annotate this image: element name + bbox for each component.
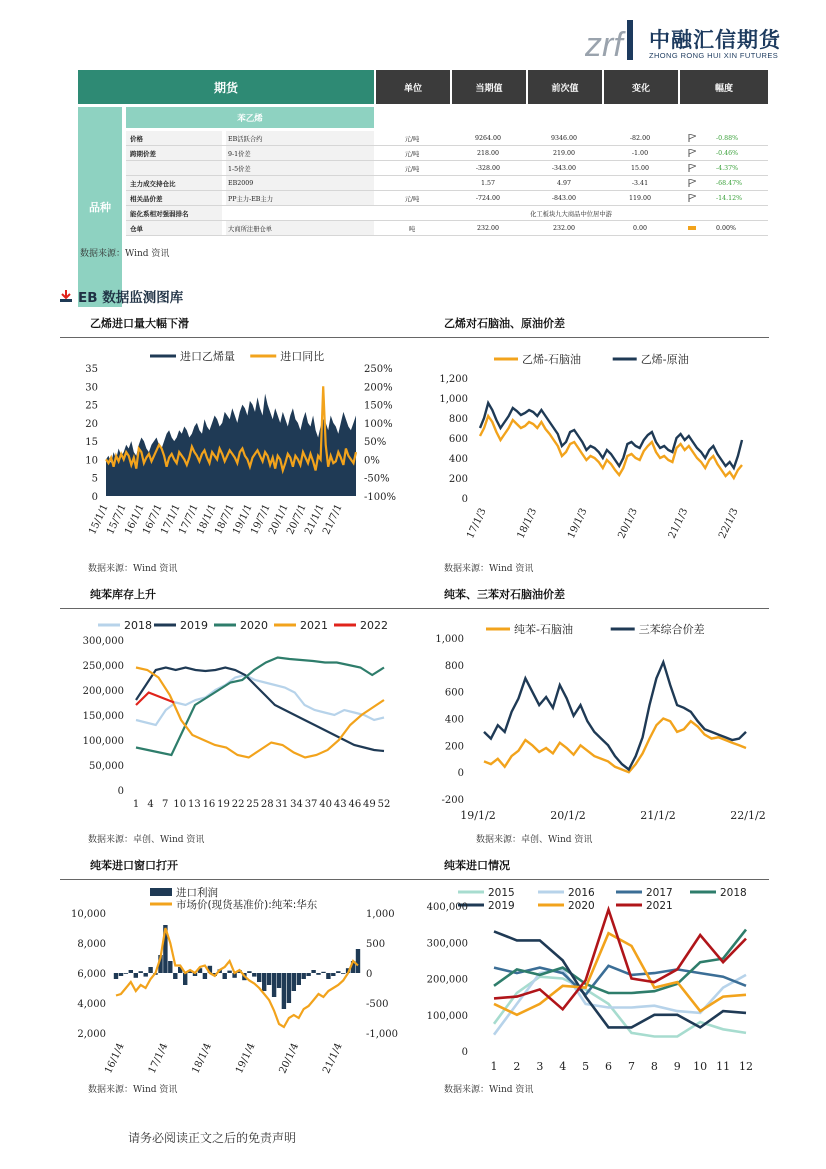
down-flag-icon bbox=[688, 134, 696, 142]
chart-source-3: 数据来源：卓创、Wind 资讯 bbox=[88, 835, 205, 845]
y-tick-label: 30 bbox=[85, 382, 98, 394]
profit-bar bbox=[302, 973, 306, 979]
legend-label: 乙烯-石脑油 bbox=[522, 353, 581, 366]
header-change: 变化 bbox=[604, 70, 678, 104]
x-tick-label: 52 bbox=[377, 799, 391, 810]
row-label bbox=[126, 161, 222, 175]
y-tick-label: -1,000 bbox=[366, 1029, 399, 1040]
legend-label: 2018 bbox=[720, 887, 747, 899]
row-unit: 元/吨 bbox=[404, 150, 420, 158]
legend-label: 2016 bbox=[568, 887, 595, 899]
chart-source-4: 数据来源：卓创、Wind 资讯 bbox=[476, 835, 593, 845]
legend-label: 2017 bbox=[646, 887, 673, 899]
y-tick-label: 200 bbox=[448, 474, 468, 485]
x-tick-label: 12 bbox=[739, 1060, 753, 1073]
y-tick-label: 400 bbox=[448, 454, 468, 465]
header-unit: 单位 bbox=[376, 70, 450, 104]
x-tick-label: 25 bbox=[246, 799, 260, 810]
legend-label: 2021 bbox=[646, 900, 673, 912]
y-tick-label: -100% bbox=[364, 492, 396, 503]
down-flag-icon bbox=[688, 164, 696, 172]
x-tick-label: 11 bbox=[716, 1060, 731, 1073]
y-tick-label: 15 bbox=[85, 437, 98, 449]
legend-label: 2020 bbox=[240, 619, 268, 632]
y-tick-label: 800 bbox=[444, 660, 464, 672]
y-tick-label: 0 bbox=[461, 1047, 468, 1058]
profit-bar bbox=[168, 961, 172, 973]
row-unit bbox=[374, 176, 450, 190]
row-name: PP主力-EB主力 bbox=[226, 191, 374, 205]
series-line bbox=[480, 403, 742, 468]
x-tick-label: 8 bbox=[650, 1060, 658, 1073]
legend-label: 乙烯-原油 bbox=[640, 353, 689, 366]
x-tick-label: 19/1/2 bbox=[460, 809, 496, 822]
y-tick-label: 50% bbox=[364, 437, 387, 449]
y-tick-label: 8,000 bbox=[77, 939, 106, 950]
x-tick-label: 7 bbox=[627, 1060, 635, 1073]
y-tick-label: 0 bbox=[457, 768, 464, 780]
series-area-import-volume bbox=[106, 394, 356, 496]
profit-bar bbox=[297, 973, 301, 985]
y-tick-label: 150% bbox=[364, 400, 393, 412]
chart-svg bbox=[60, 885, 410, 1083]
table-row bbox=[126, 176, 768, 191]
chart-title-1: 乙烯进口量大幅下滑 bbox=[90, 317, 189, 330]
y-tick-label: 200,000 bbox=[426, 974, 468, 986]
x-tick-label: 18/1/3 bbox=[515, 506, 540, 541]
chart-source-1: 数据来源：Wind 资讯 bbox=[88, 564, 178, 574]
x-tick-label: 4 bbox=[147, 799, 154, 810]
y-tick-label: 200% bbox=[364, 382, 393, 394]
legend-label: 进口利润 bbox=[176, 887, 218, 899]
profit-bar bbox=[144, 973, 148, 977]
y-tick-label: 250,000 bbox=[82, 661, 124, 672]
row-change: -3.41 bbox=[631, 179, 649, 187]
profit-bar bbox=[287, 973, 291, 1003]
row-current: 9264.00 bbox=[474, 134, 502, 142]
row-name: 大商所注册仓单 bbox=[226, 221, 374, 235]
y-tick-label: 35 bbox=[85, 364, 98, 375]
x-tick-label: 37 bbox=[304, 799, 318, 810]
section-bullet-icon bbox=[60, 290, 72, 302]
chart-source-5: 数据来源：Wind 资讯 bbox=[88, 1085, 178, 1095]
row-label: 跨期价差 bbox=[126, 146, 222, 160]
chart-benzene-spread bbox=[420, 614, 770, 826]
row-change: -1.00 bbox=[631, 149, 649, 157]
chart-svg bbox=[420, 885, 770, 1083]
down-flag-icon bbox=[688, 194, 696, 202]
chart-svg bbox=[70, 343, 410, 555]
chart-benzene-import-volume bbox=[420, 885, 770, 1083]
y-tick-label: 1,000 bbox=[366, 909, 395, 920]
x-tick-label: 1 bbox=[132, 799, 140, 810]
row-label: 仓单 bbox=[126, 221, 222, 235]
x-tick-label: 7 bbox=[161, 799, 169, 810]
row-name: 9-1价差 bbox=[226, 146, 374, 160]
x-tick-label: 20/7/1 bbox=[285, 502, 309, 537]
x-tick-label: 16/1/1 bbox=[123, 502, 147, 537]
profit-bar bbox=[267, 973, 271, 985]
series-line bbox=[484, 662, 746, 769]
row-current: 232.00 bbox=[476, 224, 500, 232]
y-tick-label: 0 bbox=[461, 494, 468, 505]
row-range-value: -68.47% bbox=[716, 179, 743, 187]
profit-bar bbox=[311, 970, 315, 973]
x-tick-label: 15/7/1 bbox=[105, 502, 129, 537]
y-tick-label: -50% bbox=[364, 473, 390, 485]
row-range bbox=[678, 131, 768, 145]
y-tick-label: 150,000 bbox=[82, 711, 124, 722]
row-unit: 吨 bbox=[408, 225, 416, 233]
row-label: 能化系相对强弱排名 bbox=[126, 206, 222, 220]
row-previous: -843.00 bbox=[551, 194, 577, 202]
row-label: 价格 bbox=[126, 131, 222, 145]
profit-bar bbox=[306, 973, 310, 976]
row-current: 1.57 bbox=[480, 179, 496, 187]
y-tick-label: 10,000 bbox=[71, 909, 106, 920]
divider bbox=[60, 608, 769, 609]
series-line bbox=[494, 966, 746, 995]
row-range bbox=[678, 146, 768, 160]
row-unit: 元/吨 bbox=[404, 135, 420, 143]
row-previous: 219.00 bbox=[552, 149, 576, 157]
row-range-value: -0.46% bbox=[716, 149, 739, 157]
row-change: 15.00 bbox=[630, 164, 650, 172]
profit-bar bbox=[356, 949, 360, 973]
header-range: 幅度 bbox=[680, 70, 768, 104]
x-tick-label: 19/1/1 bbox=[231, 502, 255, 537]
legend-label: 市场价(现货基准价):纯苯:华东 bbox=[176, 899, 318, 911]
x-tick-label: 22/1/3 bbox=[717, 506, 741, 541]
x-tick-label: 19/1/4 bbox=[233, 1041, 258, 1076]
row-unit: 元/吨 bbox=[404, 165, 420, 173]
chart-svg bbox=[420, 343, 770, 555]
profit-bar bbox=[331, 973, 335, 976]
flat-flag-icon bbox=[688, 224, 696, 232]
x-tick-label: 22/1/2 bbox=[730, 809, 766, 822]
header-futures: 期货 bbox=[78, 70, 374, 104]
row-name: EB2009 bbox=[226, 176, 374, 190]
legend-label: 2019 bbox=[488, 900, 515, 912]
product-cell: 苯乙烯 bbox=[126, 107, 374, 128]
profit-bar bbox=[316, 973, 320, 975]
legend-label: 2018 bbox=[124, 619, 152, 632]
x-tick-label: 17/1/4 bbox=[146, 1041, 171, 1076]
row-range-value: -4.37% bbox=[716, 164, 739, 172]
y-tick-label: 800 bbox=[448, 414, 468, 425]
legend-label: 2015 bbox=[488, 887, 515, 899]
row-unit: 元/吨 bbox=[404, 195, 420, 203]
chart-svg bbox=[420, 614, 770, 826]
chart-title-6: 纯苯进口情况 bbox=[444, 859, 510, 872]
profit-bar bbox=[326, 973, 330, 979]
x-tick-label: 1 bbox=[490, 1060, 498, 1073]
y-tick-label: 250% bbox=[364, 364, 393, 375]
x-tick-label: 34 bbox=[290, 799, 303, 810]
legend-label: 三苯综合价差 bbox=[638, 623, 705, 636]
x-tick-label: 17/7/1 bbox=[177, 502, 201, 537]
x-tick-label: 10 bbox=[173, 799, 187, 810]
y-tick-label: 25 bbox=[85, 400, 98, 412]
chart-title-2: 乙烯对石脑油、原油价差 bbox=[444, 317, 565, 330]
x-tick-label: 2 bbox=[513, 1060, 521, 1073]
y-tick-label: 200 bbox=[444, 741, 464, 753]
y-tick-label: 20 bbox=[85, 418, 98, 430]
y-tick-label: 600 bbox=[444, 687, 464, 699]
chart-benzene-import-window bbox=[60, 885, 410, 1083]
legend-label: 2020 bbox=[568, 900, 595, 912]
profit-bar bbox=[129, 970, 133, 973]
futures-table bbox=[78, 70, 768, 233]
row-change: 119.00 bbox=[628, 194, 652, 202]
y-tick-label: 5 bbox=[91, 473, 98, 485]
profit-bar bbox=[292, 973, 296, 991]
profit-bar bbox=[124, 973, 128, 974]
x-tick-label: 17/1/3 bbox=[465, 506, 489, 541]
y-tick-label: 300,000 bbox=[82, 636, 124, 647]
svg-text:zrf: zrf bbox=[585, 26, 623, 64]
row-label: 主力成交持仓比 bbox=[126, 176, 222, 190]
x-tick-label: 21/1/3 bbox=[666, 506, 691, 541]
row-current: -328.00 bbox=[475, 164, 501, 172]
x-tick-label: 19/1/3 bbox=[565, 506, 590, 541]
chart-source-2: 数据来源：Wind 资讯 bbox=[444, 564, 534, 574]
profit-bar bbox=[252, 973, 256, 977]
row-range bbox=[678, 191, 768, 205]
logo-chinese-name: 中融汇信期货 bbox=[649, 28, 781, 52]
divider bbox=[60, 337, 769, 338]
profit-bar bbox=[247, 971, 251, 973]
x-tick-label: 19 bbox=[217, 799, 230, 810]
x-tick-label: 40 bbox=[319, 799, 333, 810]
row-name: EB活跃合约 bbox=[226, 131, 374, 145]
profit-bar bbox=[148, 967, 152, 973]
y-tick-label: -200 bbox=[441, 795, 464, 806]
x-tick-label: 15/1/1 bbox=[87, 502, 111, 537]
y-tick-label: 0% bbox=[364, 455, 380, 467]
x-tick-label: 16/7/1 bbox=[141, 502, 165, 537]
y-tick-label: 10 bbox=[85, 455, 98, 467]
chart-title-4: 纯苯、三苯对石脑油价差 bbox=[444, 588, 565, 601]
x-tick-label: 9 bbox=[673, 1060, 681, 1073]
x-tick-label: 28 bbox=[260, 799, 274, 810]
x-tick-label: 5 bbox=[582, 1060, 590, 1073]
table-row bbox=[126, 131, 768, 146]
series-line-price bbox=[116, 928, 358, 1027]
y-tick-label: 100,000 bbox=[426, 1010, 468, 1022]
profit-bar bbox=[336, 971, 340, 973]
row-change: -82.00 bbox=[629, 134, 651, 142]
y-tick-label: 500 bbox=[366, 939, 386, 950]
x-tick-label: 13 bbox=[187, 799, 201, 810]
row-current: 218.00 bbox=[476, 149, 500, 157]
legend-label: 2019 bbox=[180, 619, 208, 632]
x-tick-label: 21/1/1 bbox=[303, 502, 327, 537]
profit-bar bbox=[277, 973, 281, 988]
table-row bbox=[126, 206, 768, 221]
legend-label: 2021 bbox=[300, 619, 328, 632]
chart-title-3: 纯苯库存上升 bbox=[90, 588, 156, 601]
down-flag-icon bbox=[688, 179, 696, 187]
profit-bar bbox=[203, 973, 207, 979]
x-tick-label: 18/7/1 bbox=[213, 502, 237, 537]
chart-source-6: 数据来源：Wind 资讯 bbox=[444, 1085, 534, 1095]
y-tick-label: 0 bbox=[366, 969, 373, 980]
y-tick-label: 100% bbox=[364, 418, 393, 430]
legend-label: 进口乙烯量 bbox=[180, 350, 235, 363]
x-tick-label: 16 bbox=[202, 799, 216, 810]
row-range-value: -0.88% bbox=[716, 134, 739, 142]
legend-label: 进口同比 bbox=[280, 350, 325, 363]
y-tick-label: 300,000 bbox=[426, 938, 468, 950]
x-tick-label: 20/1/2 bbox=[550, 809, 586, 822]
table-header bbox=[78, 70, 768, 104]
x-tick-label: 16/1/4 bbox=[103, 1041, 127, 1076]
y-tick-label: 1,200 bbox=[439, 374, 468, 385]
y-tick-label: 50,000 bbox=[89, 761, 124, 772]
table-source: 数据来源：Wind 资讯 bbox=[80, 249, 170, 259]
x-tick-label: 10 bbox=[693, 1060, 708, 1073]
row-name: 1-5价差 bbox=[226, 161, 374, 175]
x-tick-label: 19/7/1 bbox=[249, 502, 273, 537]
y-tick-label: 1,000 bbox=[439, 394, 468, 405]
chart-ethylene-import bbox=[70, 343, 410, 555]
row-range bbox=[678, 176, 768, 190]
x-tick-label: 20/1/4 bbox=[277, 1041, 302, 1076]
row-range-value: 0.00% bbox=[716, 224, 737, 232]
row-note: 化工板块九大商品中位居中游 bbox=[530, 210, 612, 218]
row-label: 相关品价差 bbox=[126, 191, 222, 205]
table-row bbox=[126, 191, 768, 206]
y-tick-label: 100,000 bbox=[82, 736, 124, 747]
x-tick-label: 21/1/2 bbox=[640, 809, 676, 822]
divider bbox=[60, 879, 769, 880]
logo-mark-icon bbox=[585, 18, 645, 64]
section-title bbox=[60, 286, 183, 306]
profit-bar bbox=[341, 973, 345, 974]
x-tick-label: 18/1/1 bbox=[195, 502, 219, 537]
header-current: 当期值 bbox=[452, 70, 526, 104]
row-previous: 232.00 bbox=[552, 224, 576, 232]
y-tick-label: 4,000 bbox=[77, 999, 106, 1010]
table-row bbox=[126, 146, 768, 161]
profit-bar bbox=[114, 973, 118, 979]
profit-bar bbox=[223, 973, 227, 979]
profit-bar bbox=[321, 972, 325, 973]
y-tick-label: -500 bbox=[366, 999, 389, 1010]
y-tick-label: 6,000 bbox=[77, 969, 106, 980]
header-previous: 前次值 bbox=[528, 70, 602, 104]
series-line bbox=[136, 668, 384, 752]
profit-bar bbox=[139, 971, 143, 973]
profit-bar bbox=[173, 973, 177, 979]
row-current: -724.00 bbox=[475, 194, 501, 202]
x-tick-label: 46 bbox=[348, 799, 362, 810]
profit-bar bbox=[227, 971, 231, 973]
x-tick-label: 3 bbox=[536, 1060, 544, 1073]
y-tick-label: 200,000 bbox=[82, 686, 124, 697]
x-tick-label: 6 bbox=[605, 1060, 613, 1073]
row-range bbox=[678, 221, 768, 235]
x-tick-label: 22 bbox=[231, 799, 245, 810]
company-logo bbox=[585, 18, 785, 66]
row-change: 0.00 bbox=[632, 224, 648, 232]
y-tick-label: 1,000 bbox=[435, 634, 464, 645]
x-tick-label: 4 bbox=[559, 1060, 567, 1073]
y-tick-label: 600 bbox=[448, 434, 468, 445]
profit-bar bbox=[272, 973, 276, 997]
profit-bar bbox=[183, 973, 187, 985]
x-tick-label: 21/7/1 bbox=[321, 502, 345, 537]
logo-english-name: ZHONG RONG HUI XIN FUTURES bbox=[649, 51, 779, 60]
legend-label: 纯苯-石脑油 bbox=[514, 623, 573, 636]
table-row bbox=[126, 161, 768, 176]
profit-bar bbox=[119, 973, 123, 976]
down-flag-icon bbox=[688, 149, 696, 157]
series-line bbox=[480, 416, 742, 478]
profit-bar bbox=[257, 973, 261, 982]
series-line bbox=[494, 910, 746, 1010]
chart-title-5: 纯苯进口窗口打开 bbox=[90, 859, 178, 872]
x-tick-label: 20/1/3 bbox=[616, 506, 640, 541]
chart-svg bbox=[70, 614, 400, 826]
x-tick-label: 21/1/4 bbox=[321, 1041, 345, 1076]
y-tick-label: 400,000 bbox=[426, 902, 468, 913]
section-title-text: EB 数据监测图库 bbox=[78, 290, 184, 306]
profit-bar bbox=[134, 973, 138, 978]
disclaimer-note: 请务必阅读正文之后的免责声明 bbox=[128, 1131, 297, 1145]
x-tick-label: 43 bbox=[333, 799, 347, 810]
legend-label: 2022 bbox=[360, 619, 388, 632]
row-previous: 9346.00 bbox=[550, 134, 578, 142]
profit-bar bbox=[282, 973, 286, 1009]
series-line bbox=[484, 719, 746, 773]
y-tick-label: 0 bbox=[91, 492, 98, 503]
category-cell: 品种 bbox=[78, 107, 122, 307]
x-tick-label: 20/1/1 bbox=[267, 502, 291, 537]
profit-bar bbox=[262, 973, 266, 991]
row-range-value: -14.12% bbox=[716, 194, 743, 202]
legend-swatch bbox=[150, 888, 172, 896]
y-tick-label: 0 bbox=[117, 786, 124, 797]
chart-benzene-inventory bbox=[70, 614, 400, 826]
table-row bbox=[126, 221, 768, 236]
row-previous: -343.00 bbox=[551, 164, 577, 172]
row-previous: 4.97 bbox=[556, 179, 572, 187]
x-tick-label: 18/1/4 bbox=[190, 1041, 214, 1076]
y-tick-label: 2,000 bbox=[77, 1029, 106, 1040]
x-tick-label: 31 bbox=[275, 799, 289, 810]
x-tick-label: 17/1/1 bbox=[159, 502, 183, 537]
x-tick-label: 49 bbox=[363, 799, 376, 810]
chart-ethylene-spread bbox=[420, 343, 770, 555]
row-range bbox=[678, 161, 768, 175]
y-tick-label: 400 bbox=[444, 714, 464, 726]
